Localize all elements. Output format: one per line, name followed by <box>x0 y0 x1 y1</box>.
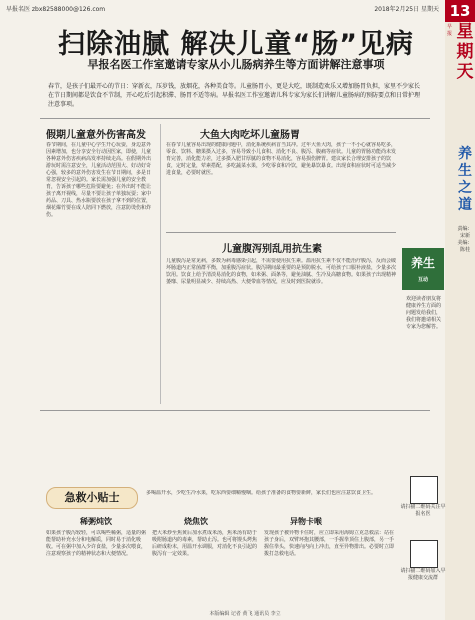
divider <box>40 118 430 119</box>
qr-code-follow[interactable] <box>410 476 438 504</box>
top-bar <box>0 0 475 16</box>
sidebar-section: 养生之道 <box>458 146 472 213</box>
divider <box>166 232 396 233</box>
sidebar-editors: 责编：宋新 美编：陈桂 <box>457 226 473 253</box>
tip-body-charred-drink: 把大米炒至焦黄后加水煮成米汤，焦米汤有助于吸附肠道内的毒素，帮助止泻。也可将馒头烤焦后研成粉末，用温开水调服，对消化不良引起的腹泻有一定效果。 <box>152 530 258 557</box>
section-title-diarrhea: 儿童腹泻别乱用抗生素 <box>222 244 322 255</box>
wellness-badge-subtitle: 互动 <box>417 277 428 283</box>
section-body-injury: 春节期间，在儿童中心学生开心玩耍，身边意外因素增加，也分享安全行动因医家，即使，儿童各种意外伤害疾病高发率持续走高。在假期外出游玩时需注意安全，儿童活动范围大、好动好奇心强，较多的意外伤害发生在节日期间，多是日常忽视安全引起的。家长需加强儿童的安全教育，告诉孩子哪些危险要避免；在外出时不能让孩子离开视线，尽量不要让孩子单独玩耍；家中药品、刀具、热水瓶要放在孩子拿不到的位置，烟花爆竹要在成人陪同下燃放，注意防烫伤和炸伤。 <box>46 142 152 218</box>
section-title-injury: 假期儿童意外伤害高发 <box>46 130 146 141</box>
header-date: 2018年2月25日 星期天 <box>374 6 439 13</box>
section-title-diet: 大鱼大肉吃坏儿童肠胃 <box>200 130 300 141</box>
section-body-diarrhea: 儿童腹泻是常见病，多数为病毒感染引起，不需要使用抗生素。滥用抗生素不仅不能治疗腹泻，反而会破坏肠道内正常菌群平衡，加重腹泻症状。腹泻期间最重要的是预防脱水，可给孩子口服补液盐，少量多次饮用。饮食上给予清淡易消化的食物，如米粥、面条等，避免油腻、生冷及高糖食物。如果孩子出现精神萎靡、尿量明显减少、持续高热、大便带血等情况，应及时到医院就诊。 <box>166 258 396 285</box>
column-divider <box>160 124 161 404</box>
first-aid-tips-intro: 多喝温开水，少吃生冷水果，吃东西要细嚼慢咽。给孩子准备的食物要新鲜，家长们也应注意饮食卫生。 <box>146 490 377 496</box>
wellness-interaction-badge <box>402 248 444 290</box>
wellness-badge-title: 养生 <box>410 256 435 270</box>
lead-paragraph: 春节，是孩子们最开心的节日：穿新衣，压岁钱，放烟花，各种美食等。儿童肠胃小，更是大吃，既制造欢乐又增加肠胃负担，家里不少家长在节日期间都是饮食不节制，开心吃后引起积滞、肠胃不适等病。早报名医工作室邀请儿科专家为家长们讲解儿童肠病的预防要点和日常护理注意事项。 <box>48 83 421 108</box>
subheadline: 早报名医工作室邀请专家从小儿肠病养生等方面讲解注意事项 <box>87 58 385 71</box>
sidebar-brand: 早报 <box>447 24 453 37</box>
sidebar-day: 星期天 <box>456 22 474 82</box>
qr-label-follow: 请扫描二维码关注早报名医 <box>400 504 446 517</box>
tip-title-porridge: 稀粥炖饮 <box>80 517 112 526</box>
page-footer: 本版编辑 记者 黄飞 通讯员 李立 <box>209 611 281 617</box>
right-sidebar <box>445 22 475 620</box>
qr-code-group[interactable] <box>410 540 438 568</box>
qr-label-group: 请扫描二维码加入早报健康交流群 <box>400 568 446 581</box>
first-aid-tips-title: 急救小贴士 <box>46 487 138 509</box>
headline: 扫除油腻 解决儿童“肠”见病 <box>58 29 414 60</box>
divider <box>40 410 430 411</box>
tip-body-choking: 发现孩子被异物卡住时，应立即采用海姆立克急救法：站在孩子身后，双臂环抱其腰部，一手握拳顶住上腹部，另一手握住拳头，快速向内向上冲击，直至异物排出。必要时立即拨打急救电话。 <box>264 530 395 557</box>
tip-body-porridge: 如果孩子腹泻较轻，可以喝些稀粥，适量的粥能帮助补充水分和电解质，同时易于消化吸收。可在粥中加入少许食盐，少量多次喂食，注意观察孩子的精神状态和大便情况。 <box>46 530 146 557</box>
tip-title-choking: 异物卡喉 <box>290 517 322 526</box>
section-body-diet: 在春节儿童容易出现的健康问题中，消化系统疾病首当其冲。过年大鱼大肉，孩子一不小心就容易吃多，零食、饮料、糖果摄入过多，容易导致小儿食积、消化不良、腹泻、腹痛等症状。儿童的胃肠功能尚未发育完善，消化能力差，过多摄入肥甘厚腻的食物不易消化，容易损伤脾胃。建议家长合理安排孩子的饮食，定时定量，荤素搭配，多吃蔬菜水果，少吃零食和冷饮，避免暴饮暴食。出现食积症状时可适当减少进食量，必要时就医。 <box>166 142 396 176</box>
page-number: 13 <box>445 0 475 22</box>
reader-interaction-note: 欢迎读者朋友将健康养生方面的问题发给我们，我们将邀请相关专家为您解答。 <box>406 296 442 330</box>
tip-title-charred-drink: 烧焦饮 <box>184 517 208 526</box>
header-left: 早报名医 zbx82588000@126.com <box>6 6 106 13</box>
